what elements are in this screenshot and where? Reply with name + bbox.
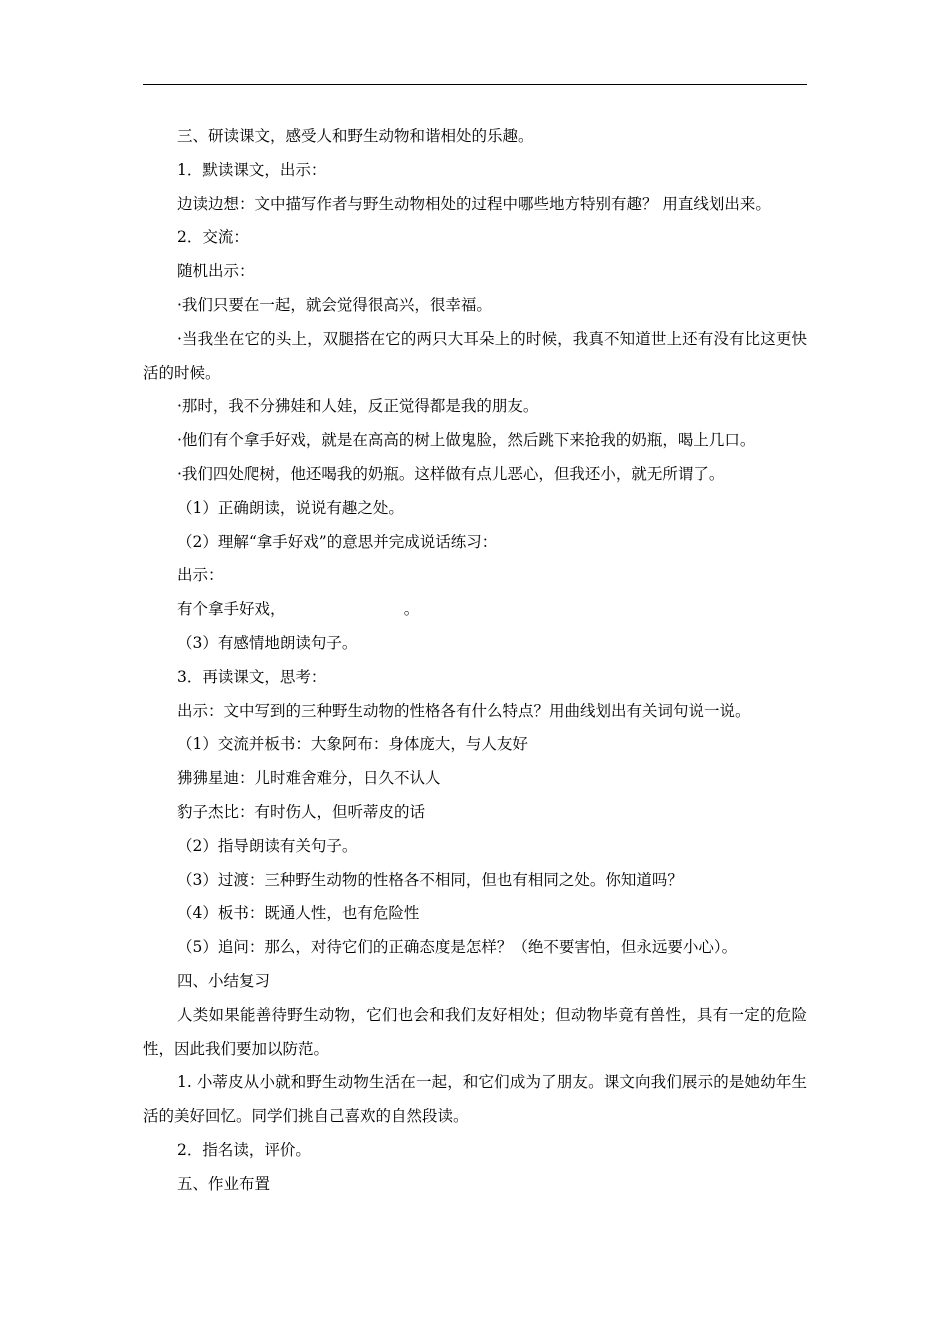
step-silent-reading: 1．默读课文，出示：: [177, 160, 327, 179]
sub-step: （1）正确朗读，说说有趣之处。: [177, 498, 404, 517]
random-display-label: 随机出示：: [177, 262, 255, 281]
step-discussion: 2．交流：: [177, 228, 249, 247]
summary-item: 1. 小蒂皮从小就和野生动物生活在一起，和它们成为了朋友。课文向我们展示的是她幼年生活的美好回忆。同学们挑自己喜欢的自然段读。: [143, 1073, 807, 1126]
reading-prompt: 边读边想：文中描写作者与野生动物相处的过程中哪些地方特别有趣？ 用直线划出来。: [177, 194, 771, 213]
quote-sentence: ·他们有个拿手好戏，就是在高高的树上做鬼脸，然后跳下来抢我的奶瓶，喝上几口。: [177, 431, 756, 450]
quote-sentence: ·我们只要在一起，就会觉得很高兴，很幸福。: [177, 295, 492, 314]
section-heading-study-text: 三、研读课文，感受人和野生动物和谐相处的乐趣。: [177, 127, 534, 145]
section-heading-homework: 五、作业布置: [177, 1174, 271, 1193]
sub-step: （3）过渡：三种野生动物的性格各不相同，但也有相同之处。你知道吗？: [177, 870, 683, 889]
document-body: [143, 120, 807, 1202]
board-note: 豹子杰比：有时伤人，但听蒂皮的话: [177, 802, 426, 821]
header-rule: [143, 84, 807, 85]
reread-prompt: 出示：文中写到的三种野生动物的性格各有什么特点？用曲线划出有关词句说一说。: [177, 701, 751, 720]
sub-step: （2）理解“拿手好戏”的意思并完成说话练习：: [177, 532, 498, 551]
sub-step: （4）板书：既通人性，也有危险性: [177, 904, 420, 923]
quote-sentence: ·当我坐在它的头上，双腿搭在它的两只大耳朵上的时候，我真不知道世上还有没有比这更快活的时候。: [143, 329, 807, 382]
quote-sentence: ·那时，我不分狒娃和人娃，反正觉得都是我的朋友。: [177, 397, 539, 416]
step-reread: 3．再读课文，思考：: [177, 667, 327, 686]
board-note: （1）交流并板书：大象阿布：身体庞大，与人友好: [177, 735, 528, 754]
board-note: 狒狒星迪：儿时难舍难分，日久不认人: [177, 769, 441, 788]
display-label: 出示：: [177, 566, 224, 585]
sub-step: （2）指导朗读有关句子。: [177, 836, 358, 855]
fill-in-blank-exercise: 有个拿手好戏， 。: [177, 600, 420, 619]
sub-step: （3）有感情地朗读句子。: [177, 633, 358, 652]
section-heading-summary: 四、小结复习: [177, 971, 271, 990]
summary-item: 2．指名读，评价。: [177, 1140, 311, 1159]
quote-sentence: ·我们四处爬树，他还喝我的奶瓶。这样做有点儿恶心，但我还小，就无所谓了。: [177, 464, 725, 483]
summary-paragraph: 人类如果能善待野生动物，它们也会和我们友好相处；但动物毕竟有兽性，具有一定的危险性，因此我们要加以防范。: [143, 1005, 807, 1058]
sub-step: （5）追问：那么，对待它们的正确态度是怎样？（绝不要害怕，但永远要小心）。: [177, 938, 738, 957]
